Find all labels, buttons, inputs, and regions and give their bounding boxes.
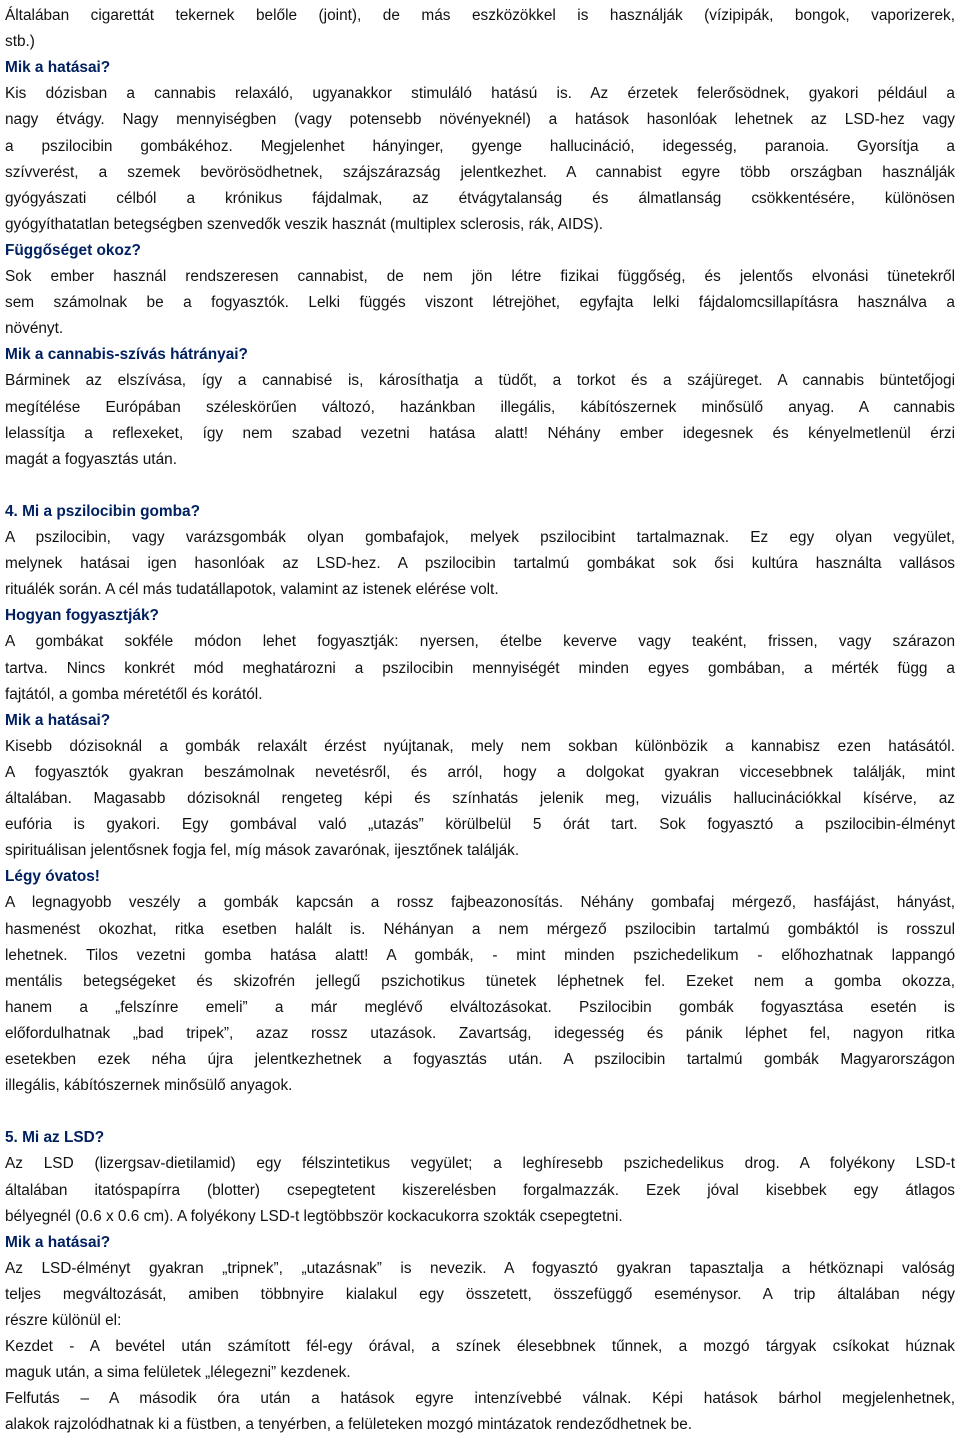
text-line: magát a fogyasztás után. bbox=[5, 450, 177, 468]
text-line: részre különül el: bbox=[5, 1312, 122, 1329]
section-heading: Mik a hatásai? bbox=[5, 59, 111, 77]
text-line: A fogyasztók gyakran beszámolnak nevetésről, és arról, hogy a dolgokat gyakran viccesebbnek találják, mint bbox=[5, 763, 955, 781]
text-line: bélyegnél (0.6 x 0.6 cm). A folyékony LSD-t legtöbbször kockacukorra szokták csepegtetni. bbox=[5, 1207, 623, 1225]
text-line: Kisebb dózisoknál a gombák relaxált érzést nyújtanak, mely nem sokban különbözik a kannabisz ezen hatásától. bbox=[5, 737, 955, 755]
text-line: általában. Magasabb dózisoknál rengeteg képi és színhatás jelenik meg, vizuális hallucinációkkal kísérve, az bbox=[5, 790, 955, 807]
text-line: esetekben ezek néha újra jelentkezhetnek a fogyasztás után. A pszilocibin tartalmú gombák Magyarországon bbox=[5, 1051, 955, 1068]
text-line: lelassítja a reflexeket, így nem szabad vezetni hatása alatt! Néhány ember idegesnek és kényelmetlenül érzi bbox=[5, 424, 955, 442]
text-line: Sok ember használ rendszeresen cannabist, de nem jön létre fizikai függőség, és jelentős elvonási tünetekről bbox=[5, 268, 955, 285]
text-line: fajtától, a gomba méretétől és korától. bbox=[5, 685, 263, 703]
text-line: előfordulhatnak „bad tripek”, azaz rossz utazások. Zavartság, idegesség és pánik léphet fel, nagyon ritka bbox=[5, 1024, 955, 1042]
text-line: a pszilocibin gombákéhoz. Megjelenhet hányinger, gyenge hallucináció, idegesség, paranoia. Gyorsítja a bbox=[5, 137, 955, 155]
text-line: A legnagyobb veszély a gombák kapcsán a rossz fajbeazonosítás. Néhány gombafaj mérgező, hasfájást, hányást, bbox=[5, 894, 955, 912]
text-line: sem számolnak be a fogyasztók. Lelki függés viszont létrejöhet, egyfajta lelki fájdalomcsillapításra használva a bbox=[5, 294, 955, 312]
text-line: általában itatóspapírra (blotter) csepegtetent kiszerelésben forgalmazzák. Ezek jóval kisebbek egy átlagos bbox=[5, 1181, 955, 1199]
text-line: teljes megváltozását, amiben többnyire kialakul egy összetett, összefüggő eseménysor. A trip általában négy bbox=[5, 1285, 955, 1303]
text-line: gyógyíthatatlan betegségben szenvedők veszik hasznát (multiplex sclerosis, rák, AIDS). bbox=[5, 215, 603, 233]
text-line: spirituálisan jelentősnek fogja fel, míg mások zavarónak, ijesztőnek találják. bbox=[5, 842, 520, 860]
text-line: hanem a „felszínre emeli” a már meglévő elváltozásokat. Pszilocibin gombák fogyasztása esetén is bbox=[5, 998, 955, 1016]
section-heading: Mik a hatásai? bbox=[5, 1233, 111, 1251]
text-line: mentális betegségeket és skizofrén jellegű pszichotikus tünetek léphetnek fel. Ezeket nem a gomba okozza, bbox=[5, 972, 955, 990]
text-line: maguk után, a sima felületek „lélegezni” kezdenek. bbox=[5, 1364, 351, 1382]
text-line: A pszilocibin, vagy varázsgombák olyan gombafajok, melyek pszilocibint tartalmaznak. Ez egy olyan vegyület, bbox=[5, 529, 955, 546]
section-heading: Hogyan fogyasztják? bbox=[5, 607, 159, 625]
text-line: rituálék során. A cél más tudatállapotok, valamint az istenek elérése volt. bbox=[5, 581, 499, 599]
text-line: Az LSD-élményt gyakran „tripnek”, „utazásnak” is nevezik. A fogyasztó gyakran tapasztalja a hétköznapi valóság bbox=[5, 1259, 955, 1277]
section-heading: 5. Mi az LSD? bbox=[5, 1129, 105, 1147]
text-line: Az LSD (lizergsav-dietilamid) egy félszintetikus vegyület; a leghíresebb pszichedelikus drog. A folyékony LSD-t bbox=[5, 1155, 955, 1173]
text-line: eufória is gyakori. Egy gombával való „utazás” körülbelül 5 órát tart. Sok fogyasztó a pszilocibin-élményt bbox=[5, 816, 955, 834]
text-line: A gombákat sokféle módon lehet fogyasztják: nyersen, ételbe keverve vagy teaként, frissen, vagy szárazon bbox=[5, 633, 955, 651]
section-heading: 4. Mi a pszilocibin gomba? bbox=[5, 502, 200, 520]
text-line: növényt. bbox=[5, 320, 64, 338]
text-line: alakok rajzolódhatnak ki a füstben, a tenyérben, a felületeken mozgó mintázatok rendeződhetnek be. bbox=[5, 1416, 693, 1434]
text-line: Általában cigarettát tekernek belőle (joint), de más eszközökkel is használják (vízipipák, bongok, vaporizerek, bbox=[5, 7, 955, 24]
text-line: tartva. Nincs konkrét mód meghatározni a pszilocibin mennyiségét minden egyes gombában, a mérték függ a bbox=[5, 659, 955, 677]
text-line: Bárminek az elszívása, így a cannabisé is, károsíthatja a tüdőt, a torkot és a szájüreget. A cannabis büntetőjogi bbox=[5, 372, 955, 390]
text-line: nagy étvágy. Nagy mennyiségben (vagy potensebb növényeknél) a hatások hasonlóak lehetnek az LSD-hez vagy bbox=[5, 111, 955, 129]
section-heading: Mik a hatásai? bbox=[5, 711, 111, 729]
section-heading: Légy óvatos! bbox=[5, 868, 100, 886]
text-line: stb.) bbox=[5, 33, 35, 51]
text-line: melynek hatásai igen hasonlóak az LSD-hez. A pszilocibin tartalmú gombákat sok ősi kultúra használta vallásos bbox=[5, 555, 955, 573]
section-heading: Függőséget okoz? bbox=[5, 241, 141, 259]
text-line: Kis dózisban a cannabis relaxáló, ugyanakkor stimuláló hatású is. Az érzetek felerősödnek, gyakori például a bbox=[5, 85, 955, 103]
text-line: Kezdet - A bevétel után számított fél-egy órával, a színek élesebbnek tűnnek, a mozgó tárgyak csíkokat húznak bbox=[5, 1338, 955, 1356]
text-line: lehetnek. Tilos vezetni gomba hatása alatt! A gombák, - mint minden pszichedelikum - előhozhatnak lappangó bbox=[5, 946, 955, 964]
text-line: Felfutás – A második óra után a hatások egyre intenzívebbé válnak. Képi hatások bárhol megjelenhetnek, bbox=[5, 1390, 955, 1408]
text-line: hasmenést okozhat, ritka esetben halált is. Néhányan a nem mérgező pszilocibin tartalmú gombáktól is rosszul bbox=[5, 920, 955, 938]
text-line: megítélése Európában széleskörűen változó, hazánkban illegális, kábítószernek minősülő anyag. A cannabis bbox=[5, 398, 955, 416]
text-line: gyógyászati célból a krónikus fájdalmak, az étvágytalanság és álmatlanság csökkentésére, különösen bbox=[5, 189, 955, 207]
section-heading: Mik a cannabis-szívás hátrányai? bbox=[5, 346, 248, 364]
text-line: illegális, kábítószernek minősülő anyagok. bbox=[5, 1077, 293, 1095]
text-line: szívverést, a szemek bevörösödhetnek, szájszárazság jelentkezhet. A cannabist egyre több országban használják bbox=[5, 163, 955, 181]
